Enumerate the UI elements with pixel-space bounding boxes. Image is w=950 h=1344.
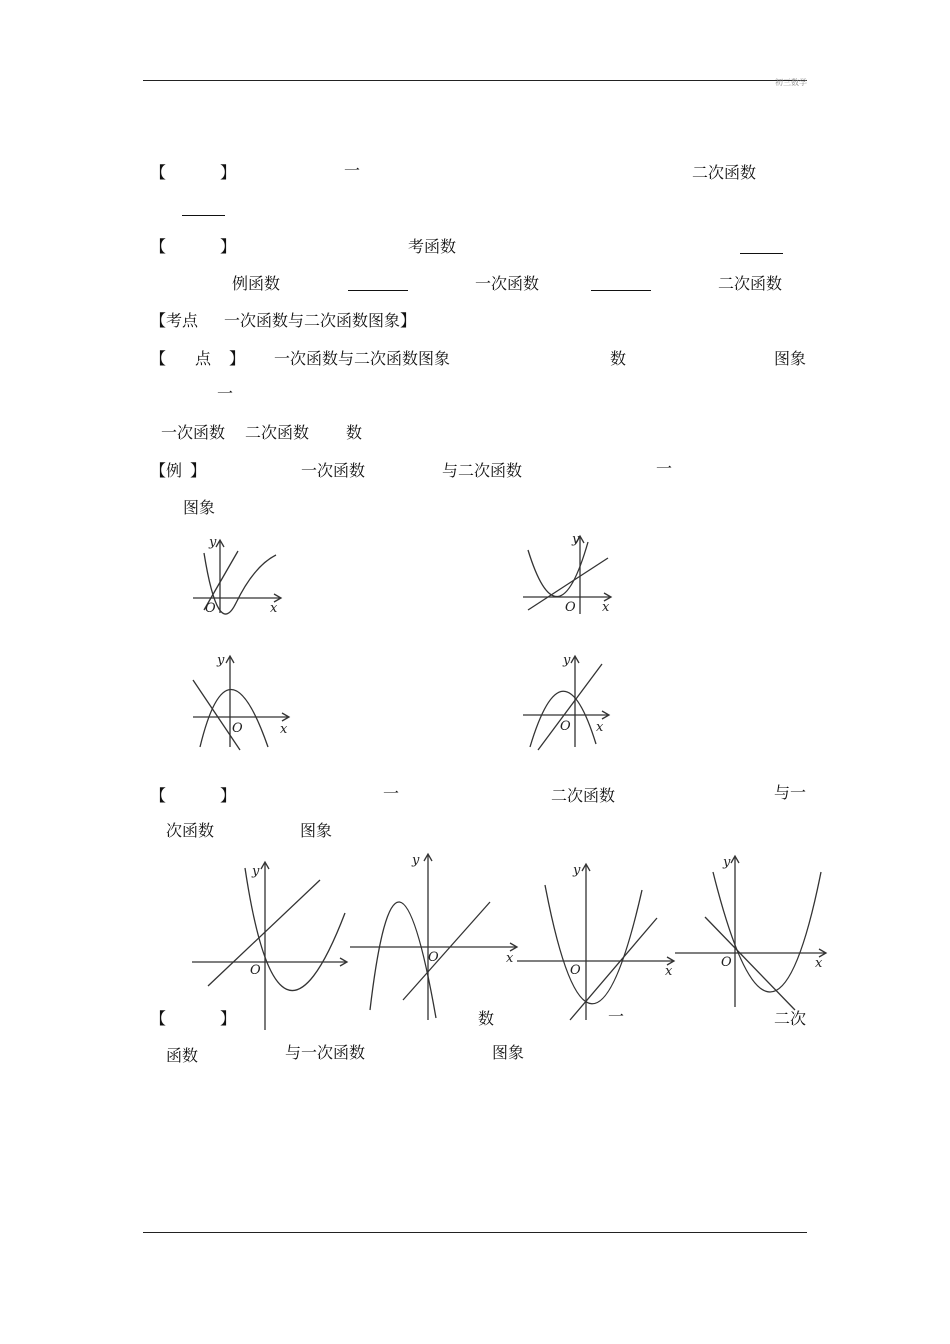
graph-c-x-label: x bbox=[280, 722, 288, 737]
graph-f-origin-label: O bbox=[428, 950, 439, 965]
line7-text-1: 一次函数 bbox=[161, 423, 226, 442]
line3-text-1: 例函数 bbox=[232, 274, 281, 293]
line1-bracket-open: 【 bbox=[150, 163, 167, 182]
graph-g-y-label: y bbox=[573, 863, 581, 878]
graph-d-x-label: x bbox=[596, 720, 604, 735]
graph-h bbox=[673, 852, 833, 1012]
line1-text-1: 一 bbox=[344, 161, 361, 180]
graph-a-origin-label: O bbox=[205, 601, 216, 616]
line2-bracket-close: 】 bbox=[220, 237, 237, 256]
line12-text-2: 一 bbox=[608, 1007, 625, 1026]
line5-bracket-open: 【 bbox=[150, 349, 167, 368]
graph-f bbox=[348, 850, 523, 1025]
line5-text-2: 一次函数与二次函数图象 bbox=[274, 349, 451, 368]
line12-bracket-open: 【 bbox=[150, 1009, 167, 1028]
graph-d-origin-label: O bbox=[560, 719, 571, 734]
graph-g-origin-label: O bbox=[570, 963, 581, 978]
line3-text-3: 二次函数 bbox=[718, 274, 783, 293]
line12-text-3: 二次 bbox=[774, 1009, 807, 1028]
line7-text-2: 二次函数 bbox=[245, 423, 310, 442]
line13-text-3: 图象 bbox=[492, 1043, 525, 1062]
line9-text: 图象 bbox=[183, 498, 216, 517]
line5-text-1: 点 bbox=[195, 349, 212, 368]
graph-h-y-label: y bbox=[723, 855, 731, 870]
header-tag: 初三数学 bbox=[775, 78, 807, 87]
line1-text-2: 二次函数 bbox=[692, 163, 757, 182]
graph-e-y-label: y bbox=[252, 864, 260, 879]
graph-g bbox=[515, 860, 680, 1025]
blank-2 bbox=[740, 253, 783, 254]
line5-text-4: 图象 bbox=[774, 349, 807, 368]
line8-text-3: 一 bbox=[656, 459, 673, 478]
graph-b-x-label: x bbox=[602, 600, 610, 615]
graph-h-origin-label: O bbox=[721, 955, 732, 970]
line10-text-2: 二次函数 bbox=[551, 786, 616, 805]
topic-label: 【考点 bbox=[150, 311, 199, 330]
line10-bracket-open: 【 bbox=[150, 786, 167, 805]
line11-text-1: 次函数 bbox=[166, 821, 215, 840]
line8-text-2: 与二次函数 bbox=[442, 461, 523, 480]
graph-d-y-label: y bbox=[563, 653, 571, 668]
graph-h-x-label: x bbox=[815, 956, 823, 971]
blank-1 bbox=[182, 215, 225, 216]
line10-bracket-close: 】 bbox=[220, 786, 237, 805]
footer-rule bbox=[143, 1232, 807, 1233]
graph-c bbox=[188, 652, 293, 752]
graph-b-y-label: y bbox=[572, 532, 580, 547]
line5-text-3: 数 bbox=[610, 349, 627, 368]
line2-bracket-open: 【 bbox=[150, 237, 167, 256]
header-rule bbox=[143, 80, 807, 81]
line13-text-2: 与一次函数 bbox=[285, 1043, 366, 1062]
line6-text: 一 bbox=[217, 384, 234, 403]
line5-bracket-close: 】 bbox=[229, 349, 246, 368]
line13-text-1: 函数 bbox=[166, 1046, 199, 1065]
graph-b-origin-label: O bbox=[565, 600, 576, 615]
line2-text: 考函数 bbox=[408, 237, 457, 256]
graph-c-origin-label: O bbox=[232, 721, 243, 736]
graph-d bbox=[518, 652, 613, 752]
graph-a-x-label: x bbox=[270, 601, 278, 616]
line11-text-2: 图象 bbox=[300, 821, 333, 840]
graph-e bbox=[190, 858, 350, 1033]
graph-e-origin-label: O bbox=[250, 963, 261, 978]
graph-g-x-label: x bbox=[665, 964, 673, 979]
graph-f-x-label: x bbox=[506, 951, 514, 966]
line10-text-1: 一 bbox=[383, 784, 400, 803]
graph-a bbox=[188, 535, 288, 615]
graph-b bbox=[518, 532, 618, 617]
blank-4 bbox=[591, 290, 651, 291]
topic-title: 一次函数与二次函数图象】 bbox=[224, 311, 417, 330]
line1-bracket-close: 】 bbox=[220, 163, 237, 182]
line3-text-2: 一次函数 bbox=[475, 274, 540, 293]
blank-3 bbox=[348, 290, 408, 291]
line12-text-1: 数 bbox=[478, 1009, 495, 1028]
example-bracket-close: 】 bbox=[190, 461, 207, 480]
line7-text-3: 数 bbox=[346, 423, 363, 442]
line10-text-3: 与一 bbox=[774, 783, 807, 802]
graph-a-y-label: y bbox=[209, 535, 217, 550]
example-label: 【例 bbox=[150, 461, 183, 480]
line8-text-1: 一次函数 bbox=[301, 461, 366, 480]
graph-c-y-label: y bbox=[217, 653, 225, 668]
graph-f-y-label: y bbox=[412, 853, 420, 868]
line12-bracket-close: 】 bbox=[220, 1009, 237, 1028]
